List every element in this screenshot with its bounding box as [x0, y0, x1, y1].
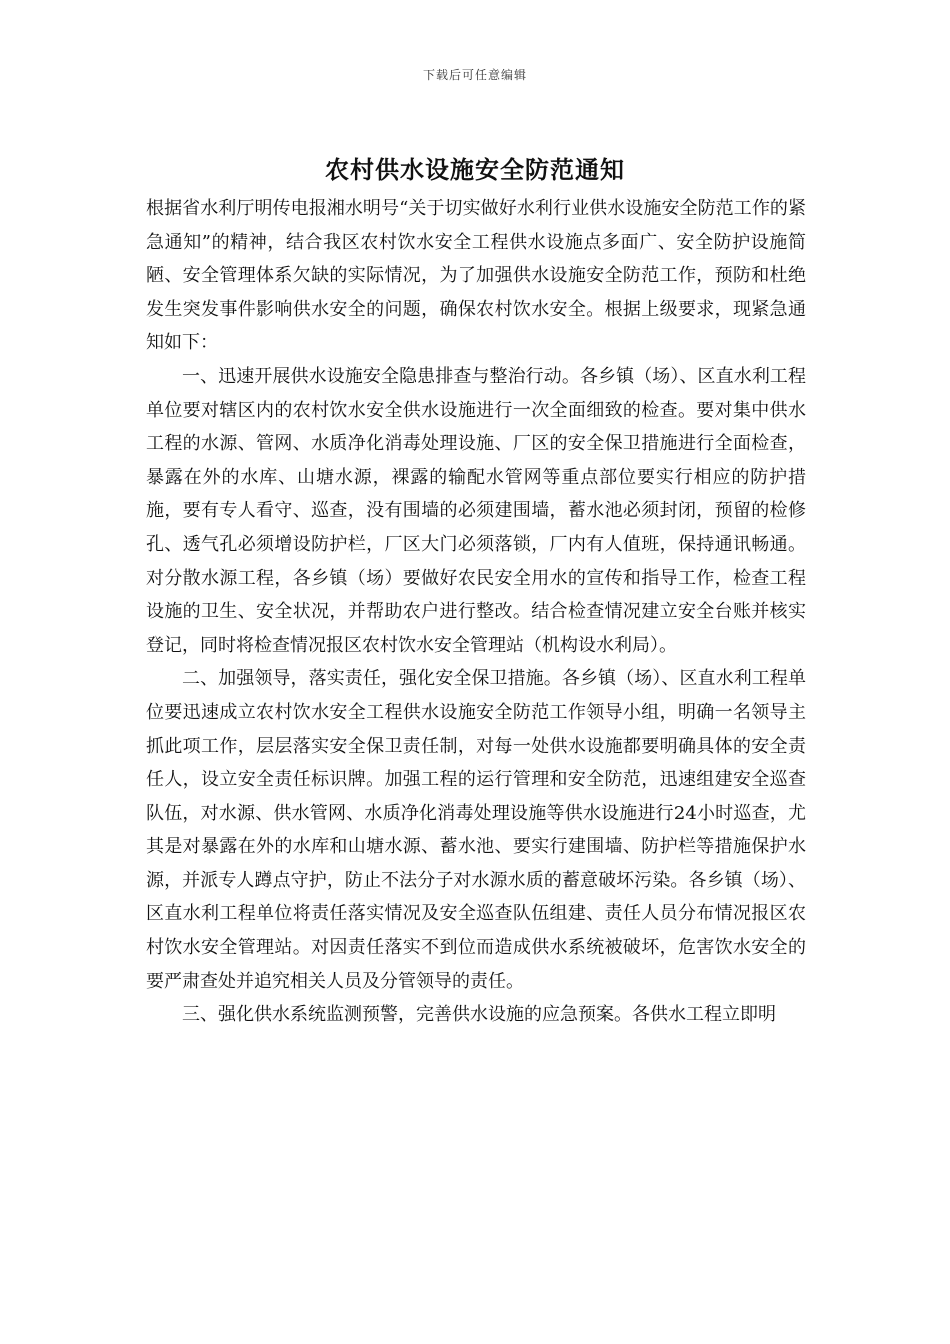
paragraph-section-1: 一、迅速开展供水设施安全隐患排查与整治行动。各乡镇（场）、区直水利工程单位要对辖区内的农村饮水安全供水设施进行一次全面细致的检查。要对集中供水工程的水源、管网、水质净化消毒处理设施、厂区的安全保卫措施进行全面检查，暴露在外的水库、山塘水源，裸露的输配水管网等重点部位要实行相应的防护措施，要有专人看守、巡查，没有围墙的必须建围墙，蓄水池必须封闭，预留的检修孔、透气孔必须增设防护栏，厂区大门必须落锁，厂内有人值班，保持通讯畅通。对分散水源工程，各乡镇（场）要做好农民安全用水的宣传和指导工作，检查工程设施的卫生、安全状况，并帮助农户进行整改。结合检查情况建立安全台账并核实登记，同时将检查情况报区农村饮水安全管理站（机构设水利局）。 [146, 365, 806, 656]
document-body [146, 192, 806, 1032]
document-title: 农村供水设施安全防范通知 [325, 155, 625, 184]
page-header-note: 下载后可任意编辑 [422, 68, 527, 82]
paragraph-section-2: 二、加强领导，落实责任，强化安全保卫措施。各乡镇（场）、区直水利工程单位要迅速成立农村饮水安全工程供水设施安全防范工作领导小组，明确一名领导主抓此项工作，层层落实安全保卫责任制，对每一处供水设施都要明确具体的安全责任人，设立安全责任标识牌。加强工程的运行管理和安全防范，迅速组建安全巡查队伍，对水源、供水管网、水质净化消毒处理设施等供水设施进行24小时巡查，尤其是对暴露在外的水库和山塘水源、蓄水池、要实行建围墙、防护栏等措施保护水源，并派专人蹲点守护，防止不法分子对水源水质的蓄意破坏污染。各乡镇（场）、区直水利工程单位将责任落实情况及安全巡查队伍组建、责任人员分布情况报区农村饮水安全管理站。对因责任落实不到位而造成供水系统被破坏，危害饮水安全的要严肃查处并追究相关人员及分管领导的责任。 [146, 668, 806, 992]
paragraph-intro: 根据省水利厅明传电报湘水明号“关于切实做好水利行业供水设施安全防范工作的紧急通知”的精神，结合我区农村饮水安全工程供水设施点多面广、安全防护设施简陋、安全管理体系欠缺的实际情况，为了加强供水设施安全防范工作，预防和杜绝发生突发事件影响供水安全的问题，确保农村饮水安全。根据上级要求，现紧急通知如下： [146, 198, 806, 354]
paragraph-section-3: 三、强化供水系统监测预警，完善供水设施的应急预案。各供水工程立即明 [182, 1004, 776, 1026]
